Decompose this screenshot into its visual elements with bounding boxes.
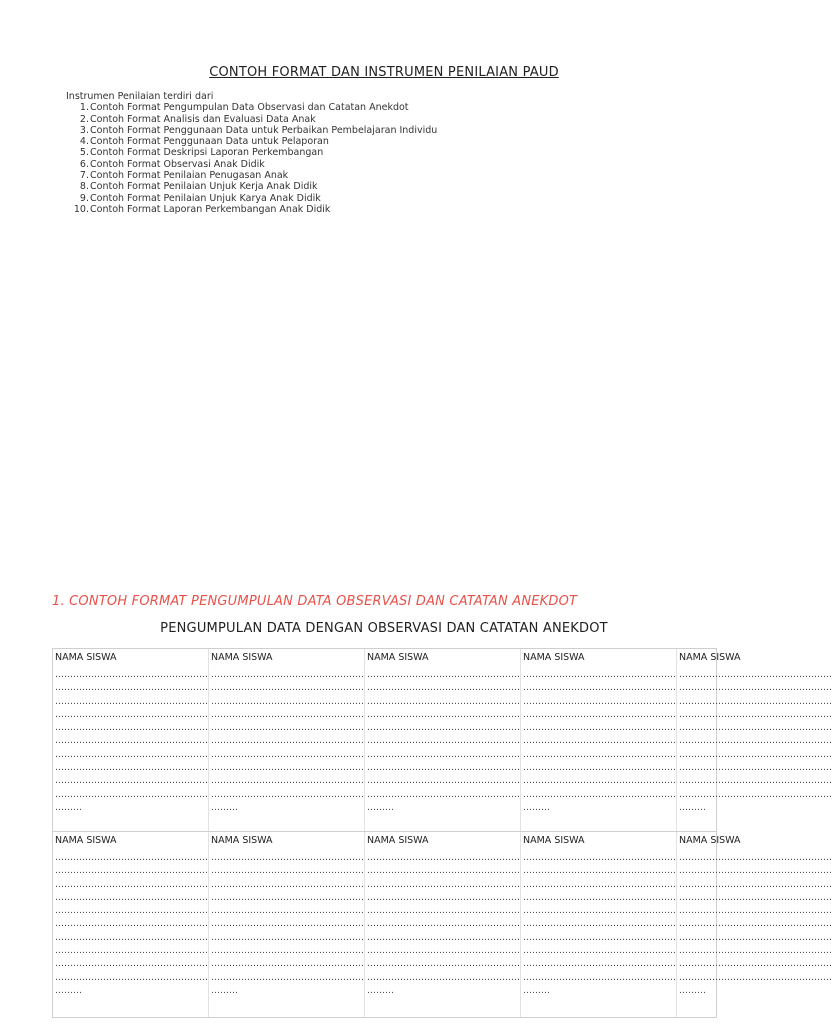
student-name-label: NAMA SISWA [367,652,429,663]
dotted-answer-line: …………………………………………… [211,879,364,890]
toc-item-number: 8. [79,181,89,193]
dotted-answer-line: …………………………………………… [367,723,520,734]
dotted-answer-line: …………………………………………… [367,906,520,917]
toc-item-text: Contoh Format Penilaian Unjuk Kerja Anak Didik [90,181,318,193]
dotted-answer-line: …………………………………………… [211,932,364,943]
dotted-answer-line: …………………………………………… [211,709,364,720]
dotted-answer-line: …………………………………………… [679,696,832,707]
student-cell[interactable] [365,832,521,1017]
toc-item-number: 9. [79,192,89,204]
dotted-answer-line: …………………………………………… [367,879,520,890]
student-cell[interactable] [53,649,209,831]
dotted-answer-line: …………………………………………… [679,946,832,957]
toc-item [66,159,437,170]
dotted-answer-line: …………………………………………… [55,776,208,787]
dotted-answer-line-short: ……… [679,802,706,813]
student-cell[interactable] [365,649,521,831]
intro-text: Instrumen Penilaian terdiri dari [66,91,214,102]
student-name-label: NAMA SISWA [367,835,429,846]
dotted-answer-line: …………………………………………… [523,853,676,863]
dotted-answer-line: …………………………………………… [55,972,208,983]
dotted-answer-line-short: ……… [211,985,238,996]
toc-list [66,102,437,215]
dotted-answer-line: …………………………………………… [523,736,676,747]
toc-item-text: Contoh Format Pengumpulan Data Observasi dan Catatan Anekdot [90,102,409,114]
dotted-answer-line: …………………………………………… [55,919,208,930]
dotted-answer-line: …………………………………………… [55,789,208,800]
dotted-answer-line: …………………………………………… [523,892,676,903]
dotted-answer-line: …………………………………………… [55,906,208,917]
student-cell[interactable] [209,832,365,1017]
dotted-answer-line: …………………………………………… [679,763,832,774]
dotted-answer-line: …………………………………………… [523,919,676,930]
dotted-answer-line: …………………………………………… [679,683,832,694]
dotted-answer-line: …………………………………………… [679,853,832,863]
dotted-answer-line: …………………………………………… [211,683,364,694]
toc-item-text: Contoh Format Penggunaan Data untuk Perbaikan Pembelajaran Individu [90,124,438,136]
student-name-label: NAMA SISWA [211,652,273,663]
dotted-answer-line: …………………………………………… [367,866,520,877]
dotted-answer-line: …………………………………………… [367,959,520,970]
dotted-answer-line: …………………………………………… [367,763,520,774]
dotted-answer-line: …………………………………………… [211,749,364,760]
dotted-answer-line: …………………………………………… [55,736,208,747]
toc-item-text: Contoh Format Observasi Anak Didik [90,158,265,170]
dotted-answer-line: …………………………………………… [679,670,832,680]
dotted-answer-line: …………………………………………… [55,723,208,734]
dotted-answer-line-short: ……… [55,802,82,813]
toc-item-number: 4. [79,136,89,148]
dotted-answer-line: …………………………………………… [523,789,676,800]
table-title: PENGUMPULAN DATA DENGAN OBSERVASI DAN CATATAN ANEKDOT [160,621,608,636]
dotted-answer-line: …………………………………………… [679,723,832,734]
dotted-answer-line: …………………………………………… [523,696,676,707]
dotted-answer-line: …………………………………………… [523,932,676,943]
dotted-answer-line: …………………………………………… [523,959,676,970]
dotted-answer-line: …………………………………………… [211,723,364,734]
dotted-answer-line: …………………………………………… [523,670,676,680]
toc-item-number: 6. [79,158,89,170]
dotted-answer-line: …………………………………………… [211,892,364,903]
dotted-answer-line: …………………………………………… [55,696,208,707]
dotted-answer-line: …………………………………………… [211,919,364,930]
dotted-answer-line: …………………………………………… [55,866,208,877]
dotted-answer-line: …………………………………………… [367,972,520,983]
dotted-answer-line: …………………………………………… [211,946,364,957]
dotted-answer-line-short: ……… [211,802,238,813]
dotted-answer-line: …………………………………………… [211,853,364,863]
dotted-answer-line: …………………………………………… [523,776,676,787]
dotted-answer-line: …………………………………………… [679,906,832,917]
dotted-answer-line: …………………………………………… [523,879,676,890]
toc-item-number: 3. [79,124,89,136]
dotted-answer-line: …………………………………………… [523,906,676,917]
dotted-answer-line-short: ……… [523,985,550,996]
toc-item-text: Contoh Format Laporan Perkembangan Anak Didik [90,203,331,215]
student-name-label: NAMA SISWA [211,835,273,846]
dotted-answer-line: …………………………………………… [55,959,208,970]
observation-grid [52,648,832,1018]
dotted-answer-line: …………………………………………… [211,776,364,787]
dotted-answer-line: …………………………………………… [211,736,364,747]
dotted-answer-line: …………………………………………… [211,959,364,970]
toc-item-number: 7. [79,170,89,182]
student-cell[interactable] [521,832,677,1017]
dotted-answer-line: …………………………………………… [679,866,832,877]
dotted-answer-line: …………………………………………… [523,866,676,877]
dotted-answer-line: …………………………………………… [211,670,364,680]
dotted-answer-line: …………………………………………… [55,683,208,694]
dotted-answer-line: …………………………………………… [679,776,832,787]
dotted-answer-line: …………………………………………… [679,736,832,747]
dotted-answer-line: …………………………………………… [367,853,520,863]
dotted-answer-line-short: ……… [367,802,394,813]
dotted-answer-line: …………………………………………… [523,749,676,760]
page-title: CONTOH FORMAT DAN INSTRUMEN PENILAIAN PAUD [209,65,559,80]
dotted-answer-line: …………………………………………… [523,763,676,774]
student-name-label: NAMA SISWA [679,652,741,663]
dotted-answer-line: …………………………………………… [523,723,676,734]
toc-item [66,204,437,215]
student-cell[interactable] [677,832,832,1017]
dotted-answer-line-short: ……… [679,985,706,996]
dotted-answer-line: …………………………………………… [55,879,208,890]
student-name-label: NAMA SISWA [523,652,585,663]
dotted-answer-line: …………………………………………… [55,749,208,760]
dotted-answer-line: …………………………………………… [211,696,364,707]
dotted-answer-line: …………………………………………… [367,946,520,957]
dotted-answer-line: …………………………………………… [211,763,364,774]
student-cell[interactable] [209,649,365,831]
toc-item [66,102,437,113]
dotted-answer-line: …………………………………………… [55,932,208,943]
dotted-answer-line: …………………………………………… [523,709,676,720]
student-name-label: NAMA SISWA [523,835,585,846]
dotted-answer-line: …………………………………………… [367,696,520,707]
dotted-answer-line-short: ……… [55,985,82,996]
dotted-answer-line: …………………………………………… [55,670,208,680]
dotted-answer-line: …………………………………………… [55,946,208,957]
dotted-answer-line: …………………………………………… [679,892,832,903]
student-name-label: NAMA SISWA [679,835,741,846]
student-cell[interactable] [53,832,209,1017]
toc-item-number: 2. [79,113,89,125]
dotted-answer-line: …………………………………………… [523,683,676,694]
dotted-answer-line: …………………………………………… [55,892,208,903]
dotted-answer-line: …………………………………………… [55,853,208,863]
dotted-answer-line: …………………………………………… [367,709,520,720]
dotted-answer-line: …………………………………………… [679,879,832,890]
intro-block [66,91,437,215]
dotted-answer-line: …………………………………………… [367,892,520,903]
section-heading: 1. CONTOH FORMAT PENGUMPULAN DATA OBSERVASI DAN CATATAN ANEKDOT [52,594,578,609]
dotted-answer-line: …………………………………………… [367,789,520,800]
toc-item [66,114,437,125]
dotted-answer-line: …………………………………………… [367,932,520,943]
grid-row [53,649,832,832]
dotted-answer-line: …………………………………………… [211,789,364,800]
toc-item [66,147,437,158]
toc-item-number: 1. [79,102,89,114]
student-name-label: NAMA SISWA [55,835,117,846]
toc-item [66,136,437,147]
toc-item [66,181,437,192]
dotted-answer-line: …………………………………………… [679,972,832,983]
dotted-answer-line: …………………………………………… [55,763,208,774]
dotted-answer-line: …………………………………………… [211,866,364,877]
dotted-answer-line: …………………………………………… [523,946,676,957]
dotted-answer-line: …………………………………………… [679,932,832,943]
dotted-answer-line: …………………………………………… [679,959,832,970]
toc-item [66,125,437,136]
toc-item-text: Contoh Format Penilaian Penugasan Anak [90,170,289,182]
toc-item-number: 5. [79,147,89,159]
dotted-answer-line: …………………………………………… [367,776,520,787]
toc-item-text: Contoh Format Penggunaan Data untuk Pelaporan [90,136,329,148]
toc-item-number: 10. [73,203,89,215]
toc-item [66,193,437,204]
toc-item-text: Contoh Format Penilaian Unjuk Karya Anak Didik [90,192,321,204]
dotted-answer-line: …………………………………………… [367,670,520,680]
student-cell[interactable] [677,649,832,831]
grid-row [53,832,832,1018]
toc-item-text: Contoh Format Analisis dan Evaluasi Data Anak [90,113,316,125]
dotted-answer-line: …………………………………………… [211,906,364,917]
dotted-answer-line: …………………………………………… [367,919,520,930]
dotted-answer-line: …………………………………………… [679,709,832,720]
dotted-answer-line-short: ……… [523,802,550,813]
dotted-answer-line: …………………………………………… [523,972,676,983]
dotted-answer-line: …………………………………………… [367,736,520,747]
toc-item [66,170,437,181]
dotted-answer-line: …………………………………………… [55,709,208,720]
student-name-label: NAMA SISWA [55,652,117,663]
dotted-answer-line: …………………………………………… [679,919,832,930]
dotted-answer-line-short: ……… [367,985,394,996]
dotted-answer-line: …………………………………………… [679,749,832,760]
student-cell[interactable] [521,649,677,831]
dotted-answer-line: …………………………………………… [367,749,520,760]
toc-item-text: Contoh Format Deskripsi Laporan Perkembangan [90,147,324,159]
dotted-answer-line: …………………………………………… [367,683,520,694]
dotted-answer-line: …………………………………………… [211,972,364,983]
dotted-answer-line: …………………………………………… [679,789,832,800]
